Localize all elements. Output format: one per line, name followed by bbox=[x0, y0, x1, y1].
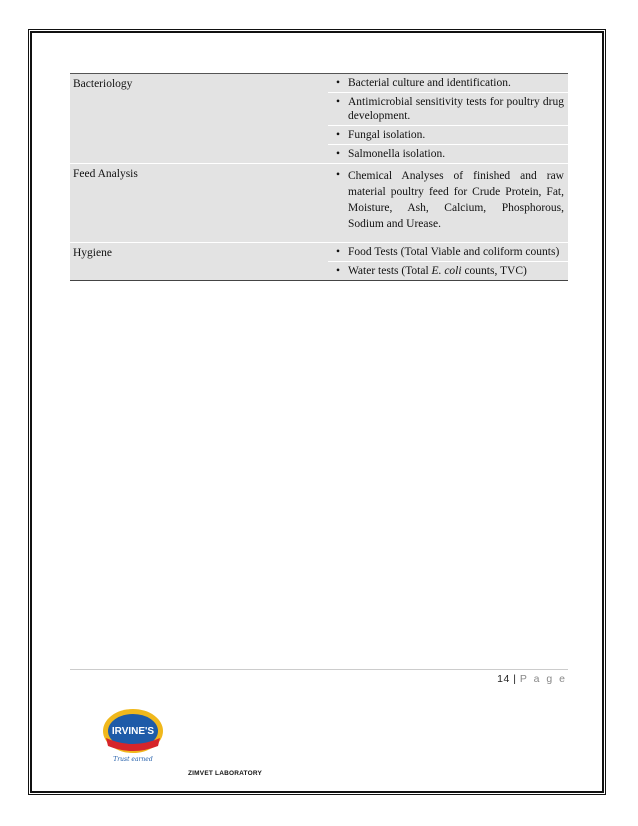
bullet-icon: • bbox=[335, 265, 341, 277]
services-table bbox=[70, 73, 568, 281]
bullet-icon: • bbox=[335, 148, 341, 160]
bullet-icon: • bbox=[335, 246, 341, 258]
bullet-icon: • bbox=[335, 96, 341, 108]
lab-name: ZIMVET LABORATORY bbox=[188, 770, 263, 777]
row-label: Bacteriology bbox=[73, 78, 133, 90]
list-item bbox=[328, 262, 568, 280]
bullet-icon: • bbox=[335, 129, 341, 141]
bullet-icon: • bbox=[335, 77, 341, 89]
list-item: • Bacterial culture and identification. bbox=[328, 74, 568, 93]
list-item: • Fungal isolation. bbox=[328, 126, 568, 145]
list-item: • Antimicrobial sensitivity tests for poultry drug development. bbox=[328, 93, 568, 126]
row-items bbox=[328, 164, 568, 234]
list-item: • Food Tests (Total Viable and coliform counts) bbox=[328, 243, 568, 262]
row-label: Feed Analysis bbox=[73, 168, 138, 180]
table-row bbox=[70, 73, 568, 164]
bullet-icon: • bbox=[335, 169, 341, 181]
row-items bbox=[328, 243, 568, 280]
water-tests-text: Water tests (Total E. coli counts, TVC) bbox=[348, 265, 527, 277]
svg-text:IRVINE'S: IRVINE'S bbox=[111, 726, 155, 737]
table-row bbox=[70, 243, 568, 281]
page-number: 14 | P a g e bbox=[497, 673, 567, 685]
svg-text:Trust earned: Trust earned bbox=[113, 756, 153, 763]
row-items bbox=[328, 74, 568, 163]
list-item: • Salmonella isolation. bbox=[328, 145, 568, 163]
row-label: Hygiene bbox=[73, 247, 112, 259]
table-row bbox=[70, 164, 568, 243]
list-item: • Chemical Analyses of finished and raw material poultry feed for Crude Protein, Fat, Moisture, Ash, Calcium, Phosphorous, Sodium and Urease. bbox=[328, 164, 568, 234]
irvines-logo bbox=[98, 706, 168, 771]
footer-divider bbox=[70, 669, 568, 670]
